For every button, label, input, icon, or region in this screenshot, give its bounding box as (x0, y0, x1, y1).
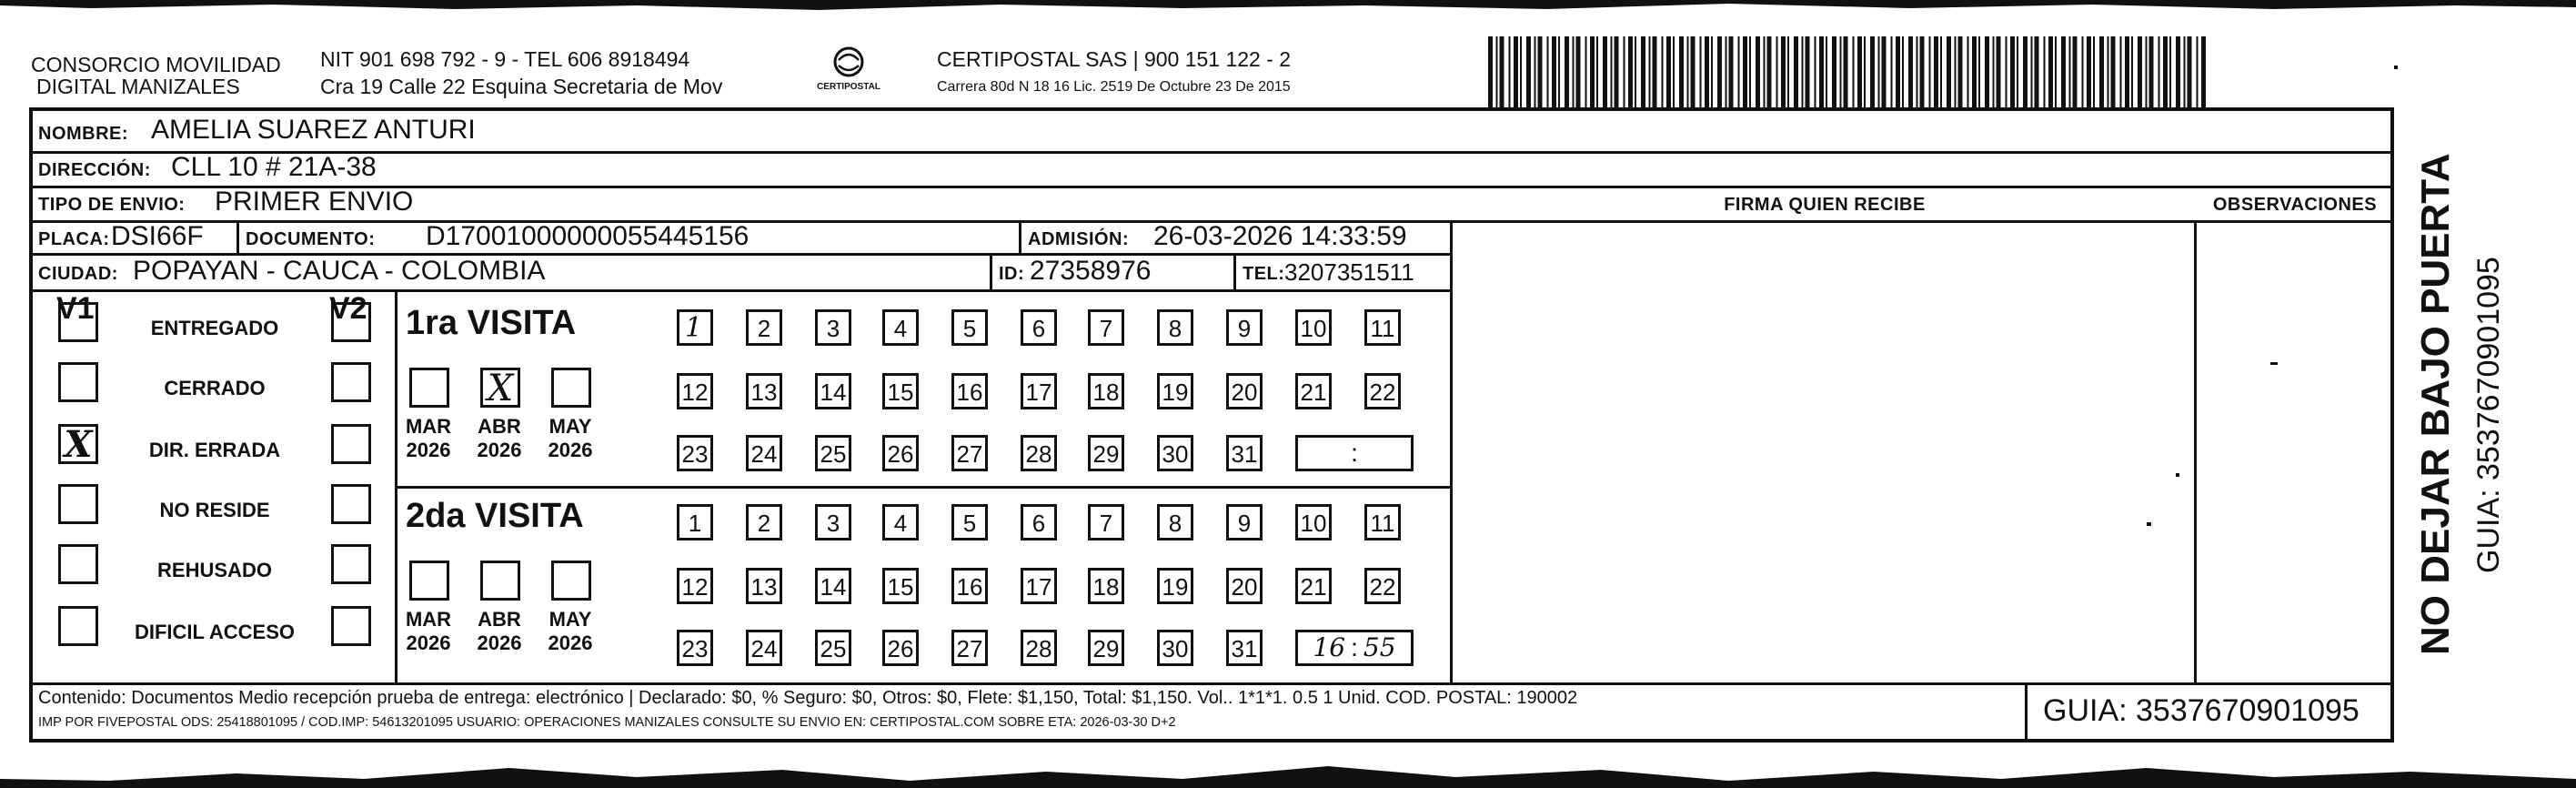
barcode-bar (1641, 36, 1645, 107)
day-box[interactable]: 14 (815, 568, 851, 604)
barcode-bar (2184, 36, 2186, 107)
tipo-envio-label: TIPO DE ENVIO: (38, 195, 186, 215)
guia-footer: GUIA: 3537670901095 (2043, 693, 2360, 728)
col-divider (2194, 220, 2197, 682)
barcode-bar (1565, 36, 1569, 107)
v1-checkbox[interactable] (58, 424, 98, 464)
address-line: Cra 19 Calle 22 Esquina Secretaria de Mov (320, 75, 723, 98)
status-option-label: REHUSADO (157, 559, 272, 581)
nombre-value: AMELIA SUAREZ ANTURI (151, 115, 476, 145)
direccion-label: DIRECCIÓN: (38, 160, 151, 180)
barcode-bar (1547, 36, 1549, 107)
barcode-bar (1978, 36, 1980, 107)
day-box[interactable]: 19 (1157, 568, 1193, 604)
direccion-value: CLL 10 # 21A-38 (171, 152, 377, 182)
barcode-bar (1853, 36, 1855, 107)
barcode-bar (1947, 36, 1951, 107)
day-box[interactable]: 21 (1295, 568, 1332, 604)
barcode-bar (1603, 36, 1607, 107)
status-option-label: NO RESIDE (159, 499, 270, 521)
day-box[interactable]: 8 (1157, 309, 1193, 346)
second-visit-time-box[interactable] (1295, 630, 1414, 666)
barcode-bar (1726, 36, 1727, 107)
day-box[interactable]: 7 (1088, 504, 1124, 540)
day-box[interactable]: 11 (1364, 309, 1401, 346)
month-checkbox[interactable] (480, 561, 520, 601)
admision-label: ADMISIÓN: (1028, 229, 1130, 249)
barcode-bar (1967, 36, 1969, 107)
barcode-bar (2131, 36, 2133, 107)
status-option-label: CERRADO (164, 377, 266, 399)
barcode-bar (1535, 36, 1536, 107)
month-checkbox[interactable] (409, 561, 449, 601)
year-label: 2026 (548, 631, 593, 654)
day-box[interactable]: 28 (1021, 630, 1057, 666)
placa-label: PLACA: (38, 229, 110, 249)
day-box[interactable]: 29 (1088, 630, 1124, 666)
side-guia (2470, 146, 2507, 655)
month-label: MAR (405, 608, 452, 631)
status-option-label: DIFICIL ACCESO (134, 621, 295, 643)
barcode-bar (1857, 36, 1862, 107)
barcode-bar (2069, 36, 2071, 107)
barcode-bar (1844, 36, 1848, 107)
day-box[interactable]: 6 (1021, 309, 1057, 346)
barcode-bar (1552, 36, 1556, 107)
day-box[interactable]: 22 (1364, 373, 1401, 409)
barcode-bar (1997, 36, 2001, 107)
nit-line: NIT 901 698 792 - 9 - TEL 606 8918494 (320, 47, 690, 71)
row-divider (33, 151, 2390, 154)
day-box[interactable]: 15 (882, 568, 919, 604)
barcode-bar (1749, 36, 1751, 107)
barcode-bar (1526, 36, 1531, 107)
month-checkbox[interactable] (409, 368, 449, 408)
col-divider (1450, 220, 1453, 682)
day-box[interactable]: 26 (882, 630, 919, 666)
check-mark: X (487, 368, 514, 409)
day-box[interactable]: 31 (1226, 630, 1263, 666)
col-divider (236, 220, 239, 255)
barcode-bar (1819, 36, 1824, 107)
barcode-bar (1864, 36, 1866, 107)
day-box[interactable]: 22 (1364, 568, 1401, 604)
v1-checkbox[interactable] (58, 484, 98, 524)
check-mark: X (64, 423, 93, 466)
day-box[interactable]: 19 (1157, 373, 1193, 409)
v1-checkbox[interactable] (58, 606, 98, 646)
barcode-bar (2006, 36, 2007, 107)
barcode-bar (2073, 36, 2078, 107)
day-box[interactable]: 31 (1226, 435, 1263, 471)
v2-checkbox[interactable] (331, 484, 371, 524)
day-box[interactable]: 16 (951, 373, 988, 409)
barcode-bar (2048, 36, 2053, 107)
logo-text: CERTIPOSTAL (817, 82, 880, 92)
v1-checkbox[interactable] (58, 362, 98, 402)
barcode-bar (2093, 36, 2095, 107)
barcode-bar (1615, 36, 1619, 107)
barcode (1488, 36, 2216, 107)
month-checkbox[interactable] (551, 368, 591, 408)
day-box[interactable]: 24 (746, 630, 782, 666)
barcode-bar (1826, 36, 1827, 107)
company-name-line2: DIGITAL MANIZALES (36, 75, 240, 98)
day-box[interactable]: 17 (1021, 568, 1057, 604)
status-option-label: DIR. ERRADA (148, 439, 281, 461)
barcode-bar (1649, 36, 1651, 107)
time-separator: : (1351, 633, 1358, 662)
barcode-bar (2169, 36, 2171, 107)
day-box[interactable]: 5 (951, 504, 988, 540)
v1-checkbox[interactable] (58, 302, 98, 342)
barcode-bar (1635, 36, 1636, 107)
observaciones-header: OBSERVACIONES (2212, 195, 2378, 215)
barcode-bar (2138, 36, 2142, 107)
barcode-bar (1870, 36, 1875, 107)
day-box[interactable]: 26 (882, 435, 919, 471)
v2-checkbox[interactable] (331, 362, 371, 402)
day-box[interactable]: 17 (1021, 373, 1057, 409)
placa-value: DSI66F (111, 221, 204, 251)
barcode-bar (2188, 36, 2192, 107)
barcode-bar (1882, 36, 1887, 107)
barcode-bar (1500, 36, 1504, 107)
barcode-bar (2111, 36, 2116, 107)
barcode-bar (1691, 36, 1696, 107)
col-divider (1019, 220, 1021, 255)
carrier-line1: CERTIPOSTAL SAS | 900 151 122 - 2 (937, 47, 1292, 71)
day-box[interactable]: 15 (882, 373, 919, 409)
barcode-bar (2197, 36, 2199, 107)
year-label: 2026 (406, 439, 451, 461)
day-box[interactable]: 2 (746, 309, 782, 346)
barcode-bar (1891, 36, 1893, 107)
day-box[interactable]: 21 (1295, 373, 1332, 409)
barcode-bar (1794, 36, 1798, 107)
barcode-bar (1985, 36, 1989, 107)
barcode-bar (1934, 36, 1938, 107)
day-box[interactable]: 6 (1021, 504, 1057, 540)
day-box[interactable]: 7 (1088, 309, 1124, 346)
day-box[interactable] (677, 309, 713, 346)
handwritten-day-mark: 1 (685, 312, 703, 344)
v1-checkbox[interactable] (58, 544, 98, 584)
barcode-bar (1662, 36, 1664, 107)
speck (2270, 362, 2278, 365)
barcode-bar (1624, 36, 1625, 107)
col-divider (395, 289, 397, 682)
documento-value: D17001000000055445156 (426, 221, 750, 251)
barcode-bar (1764, 36, 1766, 107)
day-box[interactable]: 16 (951, 568, 988, 604)
day-box[interactable]: 9 (1226, 504, 1263, 540)
day-box[interactable]: 30 (1157, 630, 1193, 666)
day-box[interactable]: 23 (677, 435, 713, 471)
tel-label: TEL: (1243, 264, 1285, 284)
no-dejar-bajo-puerta: NO DEJAR BAJO PUERTA (2413, 153, 2458, 655)
barcode-bar (2055, 36, 2057, 107)
id-label: ID: (999, 264, 1025, 284)
barcode-bar (1673, 36, 1675, 107)
day-box[interactable]: 29 (1088, 435, 1124, 471)
day-box[interactable]: 1 (677, 504, 713, 540)
barcode-bar (2158, 36, 2160, 107)
speck (2394, 66, 2398, 69)
barcode-bar (1711, 36, 1713, 107)
barcode-bar (1729, 36, 1734, 107)
barcode-bar (1908, 36, 1913, 107)
year-label: 2026 (548, 439, 593, 461)
contenido-text: Contenido: Documentos Medio recepción prueba de entrega: electrónico | Declarado: $0, % Seguro: $0, Otros: $0, Flete: $1,150, Total: $1,150. Vol.. 1*1*1. 0.5 1 Unid. COD. POSTAL: 190002 (38, 688, 1578, 708)
barcode-bar (1585, 36, 1587, 107)
barcode-bar (1896, 36, 1900, 107)
day-box[interactable]: 20 (1226, 568, 1263, 604)
documento-label: DOCUMENTO: (246, 229, 376, 249)
col-divider (990, 253, 992, 291)
month-label: ABR (478, 415, 521, 438)
barcode-bar (1743, 36, 1747, 107)
barcode-bar (2023, 36, 2028, 107)
company-name-line1: CONSORCIO MOVILIDAD (31, 53, 281, 76)
barcode-bar (1538, 36, 1543, 107)
speck (2176, 473, 2179, 477)
day-box[interactable]: 4 (882, 504, 919, 540)
barcode-bar (1781, 36, 1786, 107)
day-box[interactable]: 30 (1157, 435, 1193, 471)
imp-text: IMP POR FIVEPOSTAL ODS: 25418801095 / COD.IMP: 54613201095 USUARIO: OPERACIONES MANIZALES CONSULTE SU ENVIO EN: CERTIPOSTAL.COM SOBRE ETA: 2026-03-30 D+2 (38, 715, 1176, 730)
barcode-bar (2017, 36, 2018, 107)
v2-checkbox[interactable] (331, 302, 371, 342)
barcode-bar (2061, 36, 2066, 107)
barcode-bar (1776, 36, 1778, 107)
barcode-bar (1806, 36, 1810, 107)
barcode-bar (1738, 36, 1740, 107)
barcode-bar (1558, 36, 1560, 107)
barcode-bar (1666, 36, 1671, 107)
speck (2147, 522, 2151, 526)
footer-divider (33, 682, 2390, 685)
v2-checkbox[interactable] (331, 424, 371, 464)
barcode-bar (1955, 36, 1957, 107)
barcode-bar (2035, 36, 2039, 107)
day-box[interactable]: 27 (951, 435, 988, 471)
day-box[interactable]: 2 (746, 504, 782, 540)
first-visit-time-box[interactable]: : (1295, 435, 1414, 471)
day-box[interactable]: 12 (677, 568, 713, 604)
id-value: 27358976 (1030, 256, 1152, 286)
barcode-bar (1920, 36, 1925, 107)
day-box[interactable]: 11 (1364, 504, 1401, 540)
barcode-bar (1700, 36, 1702, 107)
year-label: 2026 (406, 631, 451, 654)
month-checkbox[interactable] (551, 561, 591, 601)
nombre-label: NOMBRE: (38, 124, 129, 144)
barcode-bar (1840, 36, 1842, 107)
day-box[interactable]: 8 (1157, 504, 1193, 540)
barcode-bar (1787, 36, 1789, 107)
barcode-bar (1496, 36, 1498, 107)
certipostal-logo (817, 42, 880, 98)
day-box[interactable]: 20 (1226, 373, 1263, 409)
barcode-bar (2149, 36, 2154, 107)
first-visit-title: 1ra VISITA (406, 304, 577, 342)
status-option-label: ENTREGADO (150, 317, 279, 339)
barcode-bar (2031, 36, 2033, 107)
v2-heading: V2 (329, 291, 367, 326)
barcode-bar (2176, 36, 2180, 107)
handwritten-minutes: 55 (1363, 632, 1396, 662)
day-box[interactable]: 27 (951, 630, 988, 666)
barcode-bar (1878, 36, 1880, 107)
barcode-bar (2044, 36, 2046, 107)
barcode-bar (1628, 36, 1633, 107)
day-box[interactable]: 24 (746, 435, 782, 471)
barcode-bar (1514, 36, 1518, 107)
barcode-bar (1993, 36, 1995, 107)
barcode-bar (1832, 36, 1836, 107)
barcode-bar (1917, 36, 1918, 107)
barcode-bar (1509, 36, 1511, 107)
handwritten-hour: 16 (1313, 632, 1346, 662)
barcode-bar (1520, 36, 1522, 107)
day-box[interactable]: 12 (677, 373, 713, 409)
barcode-bar (1576, 36, 1581, 107)
day-box[interactable]: 13 (746, 568, 782, 604)
barcode-bar (2108, 36, 2109, 107)
second-visit-title: 2da VISITA (406, 497, 584, 535)
carrier-line2: Carrera 80d N 18 16 Lic. 2519 De Octubre 23 De 2015 (937, 79, 1291, 95)
barcode-bar (1687, 36, 1689, 107)
delivery-form (29, 107, 2394, 743)
month-label: MAY (548, 415, 592, 438)
month-label: MAY (548, 608, 592, 631)
year-label: 2026 (477, 631, 522, 654)
barcode-bar (2146, 36, 2148, 107)
day-box[interactable]: 25 (815, 435, 851, 471)
barcode-bar (1972, 36, 1977, 107)
barcode-bar (1958, 36, 1963, 107)
barcode-bar (1767, 36, 1772, 107)
side-note (2409, 146, 2465, 655)
day-box[interactable]: 4 (882, 309, 919, 346)
day-box[interactable]: 25 (815, 630, 851, 666)
barcode-bar (2010, 36, 2015, 107)
day-box[interactable]: 9 (1226, 309, 1263, 346)
v2-checkbox[interactable] (331, 606, 371, 646)
col-divider (2025, 682, 2028, 741)
barcode-bar (2082, 36, 2084, 107)
v2-checkbox[interactable] (331, 544, 371, 584)
col-divider (1233, 253, 1236, 291)
day-box[interactable]: 18 (1088, 568, 1124, 604)
barcode-bar (1717, 36, 1722, 107)
barcode-bar (2099, 36, 2104, 107)
barcode-bar (1902, 36, 1904, 107)
month-label: ABR (478, 608, 521, 631)
torn-bottom-edge (0, 761, 2576, 788)
month-checkbox[interactable] (480, 368, 520, 408)
day-box[interactable]: 23 (677, 630, 713, 666)
row-divider (33, 289, 1452, 292)
day-box[interactable]: 5 (951, 309, 988, 346)
day-box[interactable]: 3 (815, 504, 851, 540)
torn-top-edge (0, 0, 2576, 16)
barcode-bar (1653, 36, 1657, 107)
tel-value: 3207351511 (1284, 258, 1414, 286)
day-box[interactable]: 13 (746, 373, 782, 409)
barcode-bar (2087, 36, 2091, 107)
barcode-bar (2201, 36, 2206, 107)
day-box[interactable]: 14 (815, 373, 851, 409)
barcode-bar (1929, 36, 1931, 107)
month-label: MAR (405, 415, 452, 438)
barcode-bar (1940, 36, 1942, 107)
barcode-bar (1815, 36, 1816, 107)
v1-heading: V1 (56, 291, 95, 326)
barcode-bar (2125, 36, 2129, 107)
barcode-bar (1679, 36, 1684, 107)
ciudad-value: POPAYAN - CAUCA - COLOMBIA (133, 256, 546, 286)
day-box[interactable]: 18 (1088, 373, 1124, 409)
barcode-bar (1705, 36, 1709, 107)
day-box[interactable]: 3 (815, 309, 851, 346)
barcode-bar (1802, 36, 1804, 107)
admision-value: 26-03-2026 14:33:59 (1153, 221, 1407, 251)
year-label: 2026 (477, 439, 522, 461)
ciudad-label: CIUDAD: (38, 264, 118, 284)
barcode-bar (1590, 36, 1595, 107)
tipo-envio-value: PRIMER ENVIO (215, 187, 414, 217)
day-box[interactable]: 28 (1021, 435, 1057, 471)
barcode-bar (1611, 36, 1613, 107)
barcode-bar (1756, 36, 1760, 107)
day-box[interactable]: 10 (1295, 309, 1332, 346)
side-guia-text: GUIA: 3537670901095 (2471, 257, 2506, 573)
barcode-bar (2120, 36, 2122, 107)
barcode-bar (1488, 36, 1493, 107)
barcode-bar (2163, 36, 2168, 107)
barcode-bar (1596, 36, 1598, 107)
day-box[interactable]: 10 (1295, 504, 1332, 540)
visit-divider (397, 486, 1452, 489)
barcode-bar (1573, 36, 1575, 107)
firma-header: FIRMA QUIEN RECIBE (1724, 195, 1926, 215)
